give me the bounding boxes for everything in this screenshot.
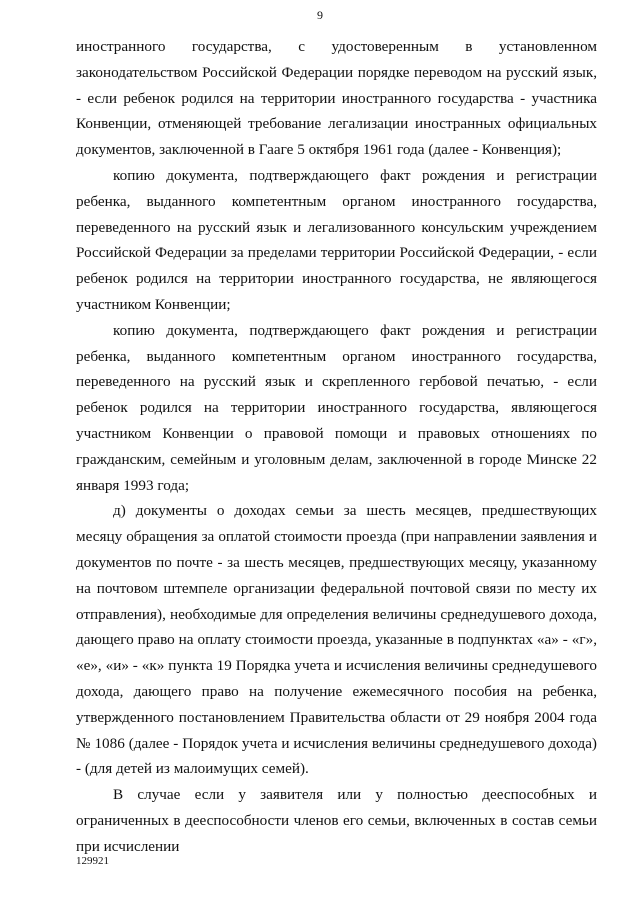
footer-document-code: 129921	[76, 855, 109, 867]
paragraph-2: копию документа, подтверждающего факт рождения и регистрации ребенка, выданного компетентным органом иностранного государства, переведенного на русский язык и легализованного консульским учреждением Российской Федерации за пределами территории Российской Федерации, - если ребенок родился на территории иностранного государства, не являющегося участником Конвенции;	[76, 166, 597, 313]
paragraph-5: В случае если у заявителя или у полностью дееспособных и ограниченных в дееспособности членов его семьи, включенных в состав семьи при исчислении	[76, 786, 597, 855]
page-number: 9	[317, 8, 323, 22]
paragraph-1: иностранного государства, с удостоверенным в установленном законодательством Российской Федерации порядке переводом на русский язык, - если ребенок родился на территории иностранного государства - участника Конвенции, отменяющей требование легализации иностранных официальных документов, заключенной в Гааге 5 октября 1961 года (далее - Конвенция);	[76, 38, 597, 159]
document-body	[76, 34, 597, 860]
paragraph-3: копию документа, подтверждающего факт рождения и регистрации ребенка, выданного компетентным органом иностранного государства, переведенного на русский язык и скрепленного гербовой печатью, - если ребенок родился на территории иностранного государства, являющегося участником Конвенции о правовой помощи и правовых отношениях по гражданским, семейным и уголовным делам, заключенной в городе Минске 22 января 1993 года;	[76, 321, 597, 494]
paragraph-4: д) документы о доходах семьи за шесть месяцев, предшествующих месяцу обращения за оплатой стоимости проезда (при направлении заявления и документов по почте - за шесть месяцев, предшествующих месяцу, указанному на почтовом штемпеле организации федеральной почтовой связи по месту их отправления), необходимые для определения величины среднедушевого дохода, дающего право на оплату стоимости проезда, указанные в подпунктах «а» - «г», «е», «и» - «к» пункта 19 Порядка учета и исчисления величины среднедушевого дохода, дающего право на получение ежемесячного пособия на ребенка, утвержденного постановлением Правительства области от 29 ноября 2004 года № 1086 (далее - Порядок учета и исчисления величины среднедушевого дохода) - (для детей из малоимущих семей).	[76, 502, 597, 778]
